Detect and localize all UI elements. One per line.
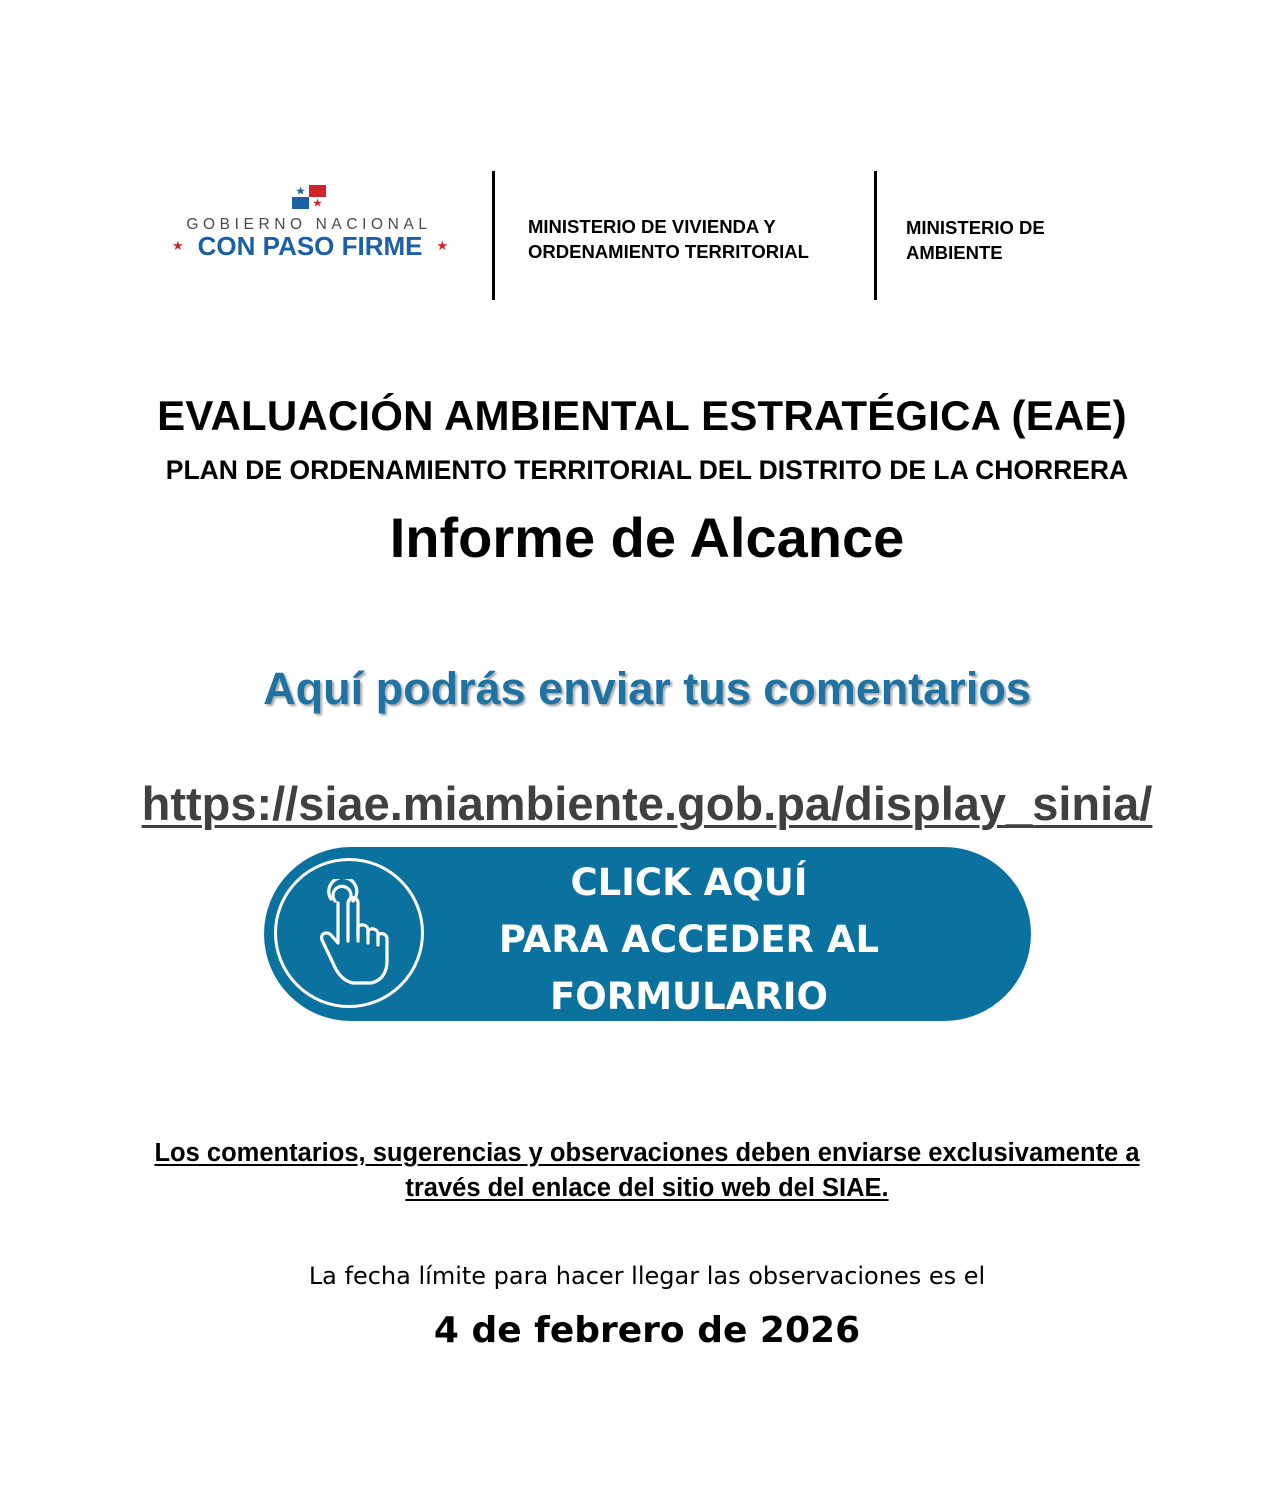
button-line3[interactable]: FORMULARIO (549, 975, 828, 1018)
siae-url-link[interactable]: https://siae.miambiente.gob.pa/display_sinia/ (141, 777, 1153, 830)
report-title: Informe de Alcance (389, 506, 905, 569)
ministry-environment-line2: AMBIENTE (906, 242, 1003, 263)
access-form-button[interactable] (264, 847, 1031, 1021)
logo-slogan: CON PASO FIRME (197, 231, 423, 261)
gobierno-nacional-logo (158, 183, 460, 263)
access-form-button-label[interactable] (464, 854, 914, 1025)
logo-line-gobierno-nacional: GOBIERNO NACIONAL (186, 216, 432, 233)
header-divider (492, 171, 495, 300)
star-icon: ★ (436, 238, 449, 253)
button-line1[interactable]: CLICK AQUÍ (570, 861, 808, 904)
deadline-text: La fecha límite para hacer llegar las observaciones es el (308, 1262, 986, 1290)
plan-subtitle: PLAN DE ORDENAMIENTO TERRITORIAL DEL DISTRITO DE LA CHORRERA (165, 455, 1129, 485)
notice-line2: través del enlace del sitio web del SIAE. (405, 1174, 889, 1202)
deadline-date: 4 de febrero de 2026 (433, 1310, 861, 1351)
notice-line1: Los comentarios, sugerencias y observaciones deben enviarse exclusivamente a (154, 1139, 1140, 1167)
main-title: EVALUACIÓN AMBIENTAL ESTRATÉGICA (EAE) (157, 392, 1127, 439)
hand-icon-circle (274, 858, 424, 1008)
button-line2[interactable]: PARA ACCEDER AL (498, 918, 880, 961)
panama-flag-icon (292, 185, 326, 209)
comments-heading: Aquí podrás enviar tus comentarios (263, 663, 1031, 714)
logo-line-con-paso-firme (158, 231, 460, 262)
ministry-housing-line2: ORDENAMIENTO TERRITORIAL (528, 241, 809, 262)
ministry-environment-line1: MINISTERIO DE (906, 217, 1045, 238)
ministry-environment-label (906, 215, 1045, 265)
ministry-housing-label (528, 214, 809, 264)
header-divider (874, 171, 877, 300)
ministry-housing-line1: MINISTERIO DE VIVIENDA Y (528, 216, 776, 237)
star-icon: ★ (172, 238, 184, 253)
pointing-hand-icon (307, 879, 399, 991)
submission-notice (70, 1136, 1224, 1206)
